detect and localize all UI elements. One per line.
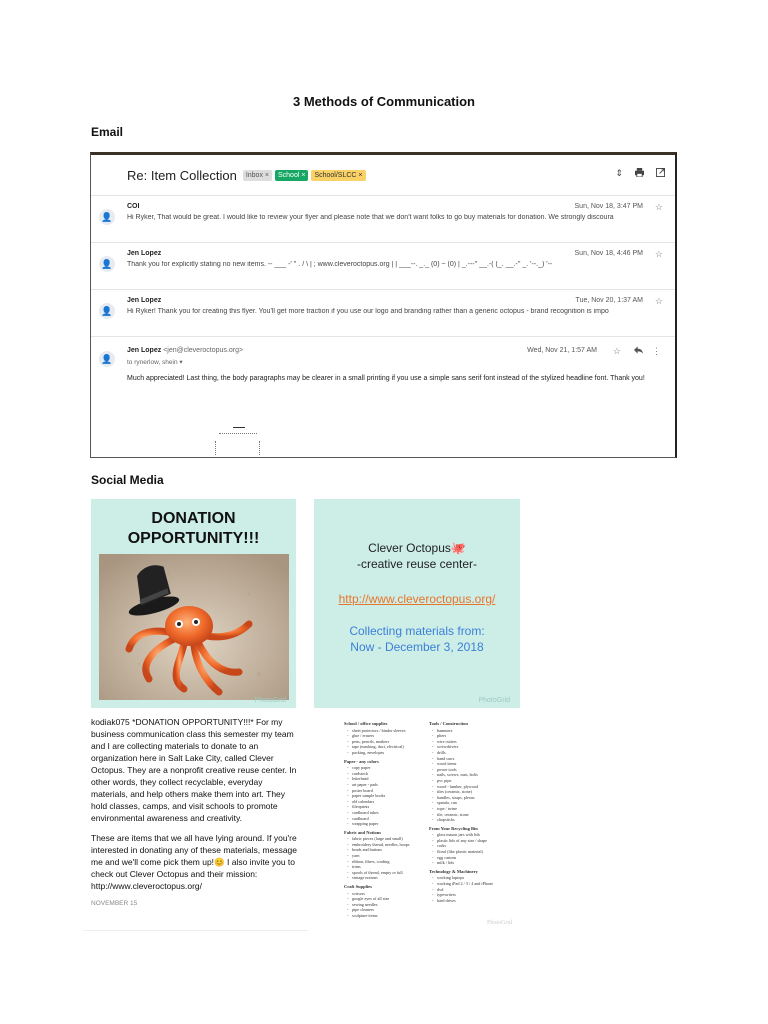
username[interactable]: kodiak075 (91, 717, 130, 727)
list-item: - glass mason jars with lids (429, 832, 520, 838)
email-thread (90, 152, 677, 458)
list-item: - copy paper (344, 765, 436, 771)
watermark: PhotoGrid (254, 697, 286, 704)
list-item: - corks (429, 843, 520, 849)
org-tagline: -creative reuse center- (356, 557, 478, 571)
divider (83, 930, 308, 931)
list-item: - wood items (429, 761, 520, 767)
list-item: - wrapping paper (344, 821, 436, 827)
post-date: NOVEMBER 15 (91, 900, 138, 907)
open-new-window-icon[interactable] (656, 168, 665, 179)
post-caption (91, 716, 299, 910)
post-title: DONATION OPPORTUNITY!!! (127, 510, 260, 547)
social-post-image-info (314, 499, 520, 708)
list-item: - nails, screws, nuts, bolts (429, 772, 520, 778)
list-item: - dvd (429, 887, 520, 893)
message-sender: COI (127, 203, 140, 210)
org-name: Clever Octopus (368, 541, 451, 555)
print-icon[interactable] (635, 168, 644, 179)
star-icon[interactable]: ☆ (654, 296, 663, 306)
list-item: - plastic lids of any size / shape (429, 838, 520, 844)
list-item: - fabric pieces (large and small) (344, 836, 436, 842)
list-item: - pipe cleaners (344, 907, 436, 913)
list-item: - trims (344, 864, 436, 870)
caption-url[interactable]: http://www.cleveroctopus.org/ (91, 881, 203, 891)
list-item: - sculpture items (344, 913, 436, 919)
sender-email: <jen@cleveroctopus.org> (163, 347, 244, 354)
label-school-slcc[interactable]: School/SLCC × (311, 170, 365, 181)
list-item: - pvc pipe (429, 778, 520, 784)
message-sender: Jen Lopez (127, 250, 162, 257)
document-title: 3 Methods of Communication (293, 94, 475, 109)
list-item: - old calendars (344, 799, 436, 805)
list-item: - embroidery thread, needles, hoops (344, 842, 436, 848)
email-message-expanded (91, 336, 675, 458)
list-item: - paper sample books (344, 793, 436, 799)
list-item: - cardstock (344, 771, 436, 777)
section-label-email: Email (91, 125, 124, 139)
section-label-social: Social Media (91, 473, 164, 487)
list-item: - rope / twine (429, 806, 520, 812)
list-item: - art paper - pads (344, 782, 436, 788)
list-heading: Craft Supplies (344, 884, 372, 890)
list-heading: Tools / Construction (429, 721, 468, 726)
expand-collapse-icon[interactable]: ⇕ (615, 168, 623, 178)
star-icon[interactable]: ☆ (654, 249, 663, 259)
list-heading: From Your Recycling Bin (429, 825, 478, 831)
list-item: - google eyes of all size (344, 896, 436, 902)
message-sender: Jen Lopez (127, 297, 162, 304)
message-snippet: Hi Ryker, That would be great. I would like to review your flyer and please note that we don't want folks to go buy materials for donation. We strongly discoura (127, 214, 614, 221)
list-item: - spatula, can (429, 800, 520, 806)
recipients[interactable]: to rynerlow, shein ▾ (127, 359, 183, 366)
list-item: - spools of thread, empty or full (344, 870, 436, 876)
list-item: - working iPad 2 / 3 / 4 and iPhone (429, 881, 520, 887)
caption-text: *DONATION OPPORTUNITY!!!* For my business communication class this semester my team and I are collecting materials to donate to an organization here in Salt Lake City, called Clever Octopus. They are a nonprofit creative reuse center. In other words, they collect recyclable, everyday materials, and help others make them into art. They hold classes, camps, and visit schools to promote environmental awareness and creativity. (91, 717, 297, 823)
watermark: PhotoGrid (478, 697, 510, 704)
message-snippet: Hi Ryker! Thank you for creating this flyer. You'll get more traction if you use our logo and branding rather than a generic octopus - brand recognition is impo (127, 308, 609, 315)
list-item: - hammers (429, 728, 520, 734)
email-message-collapsed[interactable] (91, 289, 675, 337)
list-heading: Fabric and Notions (344, 829, 382, 835)
label-school[interactable]: School × (275, 170, 308, 181)
list-item: - hand saws (429, 756, 520, 762)
list-item: - working laptops (429, 875, 520, 881)
list-item: - hard drives (429, 898, 520, 904)
list-item: - wire cutters (429, 739, 520, 745)
list-item: - tiles (ceramic, stone) (429, 789, 520, 795)
list-item: - power tools (429, 767, 520, 773)
list-item: - vintage notions (344, 875, 436, 881)
donation-items-list (314, 712, 520, 930)
items-column-left (344, 718, 436, 919)
list-heading: Technology & Machinery (429, 868, 478, 874)
list-item: - tape (masking, duct, electrical) (344, 744, 436, 750)
caption-text: These are items that we all have lying around. If you're interested in donating any of these materials, message me and we'll come pick them up!😊 I also invite you to check out Clever Octopus and their mission: (91, 833, 298, 879)
list-heading: School / office supplies (344, 721, 388, 726)
email-message-collapsed[interactable] (91, 242, 675, 290)
star-icon[interactable]: ☆ (612, 346, 621, 356)
message-sender-line (127, 347, 243, 354)
list-item: - ribbon, fibers, cording (344, 859, 436, 865)
list-item: - handles, straps, plexus (429, 795, 520, 801)
list-item: - drills (429, 750, 520, 756)
list-item: - cardboard tubes (344, 810, 436, 816)
octopus-photo (99, 554, 289, 700)
avatar: 👤 (99, 256, 115, 272)
list-item: - milk / lids (429, 860, 520, 866)
email-message-collapsed[interactable] (91, 195, 675, 243)
chevron-down-icon[interactable]: ▾ (179, 359, 183, 366)
list-item: - typewriters (429, 892, 520, 898)
list-item: - fileoprints (344, 804, 436, 810)
items-column-right (429, 718, 520, 903)
message-date: Tue, Nov 20, 1:37 AM (575, 297, 643, 304)
list-item: - glue / erasers (344, 733, 436, 739)
reply-icon[interactable] (634, 346, 643, 356)
caption-paragraph-2 (91, 832, 299, 892)
list-item: - egg cartons (429, 855, 520, 861)
label-inbox[interactable]: Inbox × (243, 170, 272, 181)
list-item: - pliers (429, 733, 520, 739)
email-subject: Re: Item Collection (127, 167, 237, 183)
message-snippet: Thank you for explicitly stating no new items. -- ___ -' '' . / \ | ; www.cleveroctopus.org | | ___--. _._ (0) ~ (0) | _.---'' __.-( (_. __.-'' _. '--._) '-- (127, 261, 553, 268)
star-icon[interactable]: ☆ (654, 202, 663, 212)
org-name-line (314, 541, 520, 555)
list-item: - cardboard (344, 816, 436, 822)
email-header (91, 155, 675, 195)
list-item: - packing, envelopes (344, 750, 436, 756)
message-date: Sun, Nov 18, 4:46 PM (574, 250, 643, 257)
org-url-link[interactable]: http://www.cleveroctopus.org/ (338, 592, 496, 606)
list-heading: Paper - any colors (344, 758, 379, 764)
list-item: - pens, pencils, markers (344, 739, 436, 745)
list-item: - chopsticks (429, 817, 520, 823)
list-item: - scissors (344, 891, 436, 897)
list-item: - sheet protectors / binder sleeves (344, 728, 436, 734)
list-item: - yarn (344, 853, 436, 859)
list-item: - beads and buttons (344, 847, 436, 853)
list-item: - screwdrivers (429, 744, 520, 750)
message-date: Sun, Nov 18, 3:47 PM (574, 203, 643, 210)
list-item: - poster board (344, 788, 436, 794)
collecting-line: Collecting materials from: (349, 624, 485, 638)
message-sender: Jen Lopez (127, 347, 162, 354)
more-options-icon[interactable]: ⋮ (652, 346, 661, 356)
watermark: PhotoGrid (486, 920, 512, 926)
list-item: - floral (like plastic material) (429, 849, 520, 855)
caption-paragraph-1 (91, 716, 299, 824)
list-item: - sewing needles (344, 902, 436, 908)
list-item: - wood - lumber, plywood (429, 784, 520, 790)
collecting-dates: Now - December 3, 2018 (350, 640, 484, 654)
octopus-icon: 🐙 (450, 541, 466, 555)
avatar: 👤 (99, 209, 115, 225)
avatar: 👤 (99, 351, 115, 367)
list-item: - letterhead (344, 776, 436, 782)
message-date: Wed, Nov 21, 1:57 AM (527, 347, 597, 354)
list-item: - tile, ceramic, stone (429, 812, 520, 818)
message-body: Much appreciated! Last thing, the body paragraphs may be clearer in a small printing if you use a simple sans serif font instead of the stylized headline font. Thank you! (127, 375, 645, 382)
org-url-line (314, 592, 520, 606)
social-post-image-donation (91, 499, 296, 708)
avatar: 👤 (99, 303, 115, 319)
